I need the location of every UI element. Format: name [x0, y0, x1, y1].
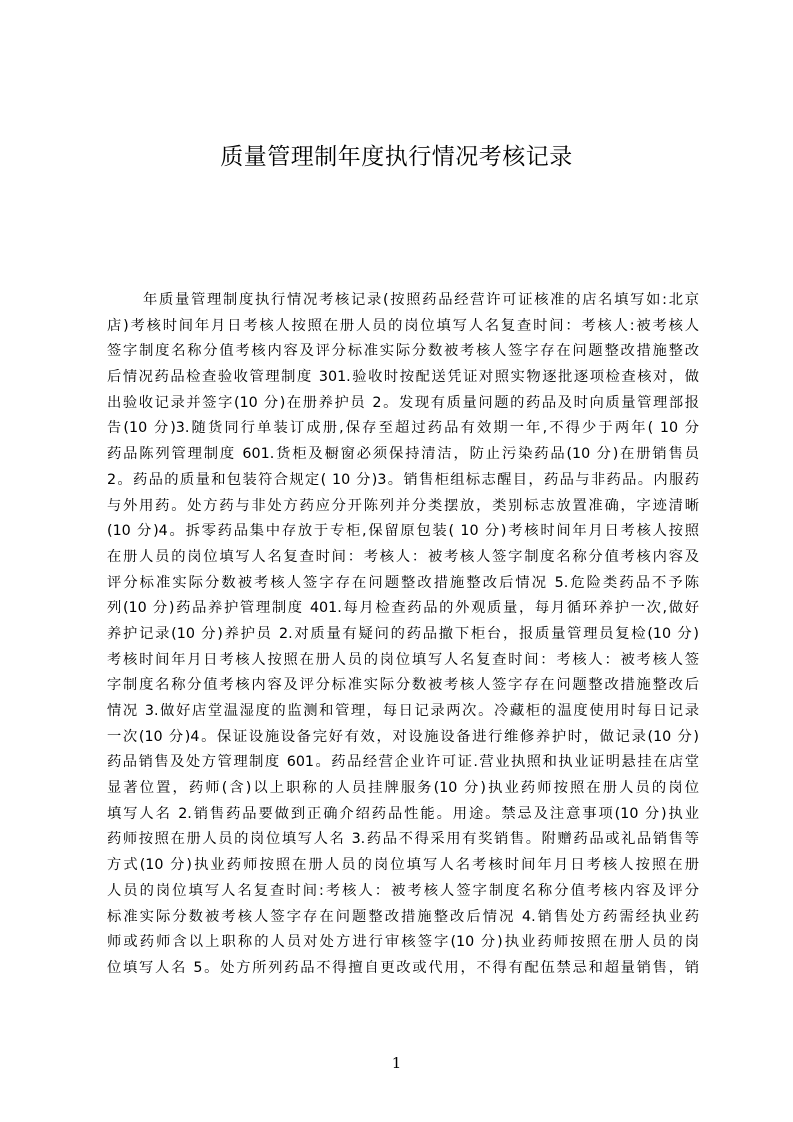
body-line: 师或药师含以上职称的人员对处方进行审核签字(10 分)执业药师按照在册人员的岗	[107, 934, 699, 951]
body-line: 养护记录(10 分)养护员 2.对质量有疑问的药品撤下柜台，报质量管理员复检(10 分)	[107, 625, 699, 642]
body-line: 药品销售及处方管理制度 601。药品经营企业许可证.营业执照和执业证明悬挂在店堂	[107, 754, 699, 771]
body-line: 药品陈列管理制度 601.货柜及橱窗必须保持清洁，防止污染药品(10 分)在册销售员	[107, 446, 699, 463]
body-line: 评分标准实际分数被考核人签字存在问题整改措施整改后情况 5.危险类药品不予陈	[107, 574, 699, 591]
document-title: 质量管理制年度执行情况考核记录	[220, 144, 573, 170]
body-line: 药师按照在册人员的岗位填写人名 3.药品不得采用有奖销售。附赠药品或礼品销售等	[107, 831, 699, 848]
body-line: 出验收记录并签字(10 分)在册养护员 2。发现有质量问题的药品及时向质量管理部报	[107, 394, 699, 411]
body-line: (10 分)4。拆零药品集中存放于专柜,保留原包装( 10 分)考核时间年月日考核人按照	[107, 523, 699, 540]
body-line: 后情况药品检查验收管理制度 301.验收时按配送凭证对照实物逐批逐项检查核对，做	[107, 369, 699, 386]
body-line: 字制度名称分值考核内容及评分标准实际分数被考核人签字存在问题整改措施整改后	[107, 677, 699, 694]
body-line: 填写人名 2.销售药品要做到正确介绍药品性能。用途。禁忌及注意事项(10 分)执业	[107, 805, 699, 822]
body-line: 人员的岗位填写人名复查时间:考核人：被考核人签字制度名称分值考核内容及评分	[107, 882, 699, 899]
body-line: 位填写人名 5。处方所列药品不得擅自更改或代用，不得有配伍禁忌和超量销售，销	[107, 959, 699, 976]
document-body	[107, 288, 699, 1068]
body-line: 一次(10 分)4。保证设施设备完好有效，对设施设备进行维修养护时，做记录(10 分)	[107, 728, 699, 745]
body-line: 年质量管理制度执行情况考核记录(按照药品经营许可证核准的店名填写如:北京	[143, 292, 699, 308]
body-line: 情况 3.做好店堂温湿度的监测和管理，每日记录两次。冷藏柜的温度使用时每日记录	[107, 703, 699, 719]
body-line: 签字制度名称分值考核内容及评分标准实际分数被考核人签字存在问题整改措施整改	[107, 343, 699, 360]
body-line: 列(10 分)药品养护管理制度 401.每月检查药品的外观质量，每月循环养护一次,做好	[107, 600, 699, 617]
body-line: 标准实际分数被考核人签字存在问题整改措施整改后情况 4.销售处方药需经执业药	[107, 908, 699, 925]
body-line: 在册人员的岗位填写人名复查时间：考核人：被考核人签字制度名称分值考核内容及	[107, 548, 699, 565]
body-line: 2。药品的质量和包装符合规定( 10 分)3。销售柜组标志醒目，药品与非药品。内服药	[107, 471, 699, 488]
body-line: 显著位置，药师(含)以上职称的人员挂牌服务(10 分)执业药师按照在册人员的岗位	[107, 780, 699, 797]
body-line: 方式(10 分)执业药师按照在册人员的岗位填写人名考核时间年月日考核人按照在册	[107, 857, 699, 874]
body-line: 与外用药。处方药与非处方药应分开陈列并分类摆放，类别标志放置准确，字迹清晰	[107, 497, 699, 514]
body-line: 告(10 分)3.随货同行单装订成册,保存至超过药品有效期一年,不得少于两年( 10 分	[107, 420, 699, 437]
page-number: 1	[391, 1054, 402, 1072]
body-line: 店)考核时间年月日考核人按照在册人员的岗位填写人名复查时间：考核人:被考核人	[107, 317, 699, 334]
body-line: 考核时间年月日考核人按照在册人员的岗位填写人名复查时间：考核人：被考核人签	[107, 651, 699, 668]
